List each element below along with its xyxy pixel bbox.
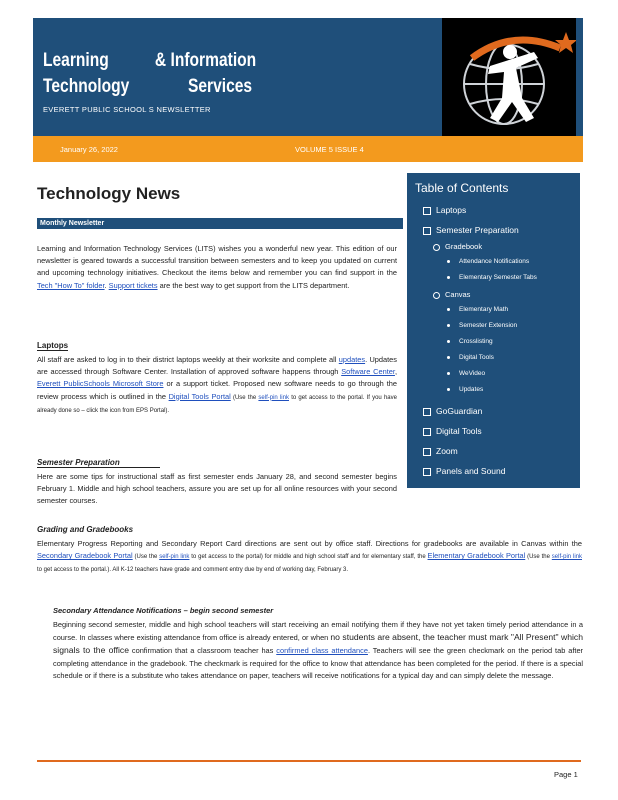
elementary-gradebook-portal-link[interactable]: Elementary Gradebook Portal <box>427 551 526 561</box>
toc-item-label: Canvas <box>445 290 471 299</box>
grading-paragraph: Elementary Progress Reporting and Secondary Report Card directions are sent out by office staff. Directions for gradebooks are available in Canvas within the Secondary Gradebook Portal (Use the self-pin link to get access to the portal) for middle and high school staff and for elementary staff, the Elementary Gradebook Portal (Use the self-pin link to get access to the portal.). All K-12 teachers have grade and comment entry due by end of working day, February 3. <box>37 539 582 574</box>
grading-heading: Grading and Gradebooks <box>37 525 134 534</box>
eps-microsoft-store-link[interactable]: Everett PublicSchools Microsoft Store <box>37 379 164 389</box>
software-center-link[interactable]: Software Center <box>341 367 395 377</box>
bullet-icon <box>447 308 450 311</box>
checkbox-icon <box>423 207 431 215</box>
bullet-icon <box>447 324 450 327</box>
intro-paragraph: Learning and Information Technology Services (LITS) wishes you a wonderful new year. This edition of our newsletter is geared towards a successful transition between semesters and to keep you updated on current and upcoming technology initiatives. Checkout the items below and remember you can find support in the Tech "How To" folder. Support tickets are the best way to get support from the LITS department. <box>37 244 397 290</box>
toc-item-label: Panels and Sound <box>436 466 506 476</box>
toc-item[interactable] <box>447 258 529 265</box>
toc-item-label: Zoom <box>436 446 458 456</box>
toc-item[interactable] <box>423 406 482 416</box>
lits-logo <box>442 18 576 136</box>
toc-item[interactable] <box>423 466 505 476</box>
bullet-icon <box>447 276 450 279</box>
checkbox-icon <box>423 448 431 456</box>
checkbox-icon <box>423 408 431 416</box>
issue-volume: VOLUME 5 ISSUE 4 <box>295 145 364 154</box>
toc-item-label: Attendance Notifications <box>459 258 530 265</box>
toc-item-label: GoGuardian <box>436 406 483 416</box>
self-pin-link[interactable]: self-pin link <box>258 394 289 401</box>
attendance-heading: Secondary Attendance Notifications – begin second semester <box>53 606 274 615</box>
issue-date: January 26, 2022 <box>60 145 118 154</box>
bullet-icon <box>447 388 450 391</box>
toc-item[interactable] <box>447 338 493 345</box>
globe-figure-icon <box>442 18 576 136</box>
toc-item[interactable] <box>447 274 537 281</box>
toc-item-label: Semester Extension <box>459 322 518 329</box>
toc-item[interactable] <box>447 354 494 361</box>
article-title: Technology News <box>37 184 181 203</box>
laptops-paragraph: All staff are asked to log in to their district laptops weekly at their worksite and complete all updates. Updates are accessed through Software Center. Installation of approved software happens through Software Center, Everett PublicSchools Microsoft Store or a support ticket. Proposed new software needs to go through the review process which is outlined in the Digital Tools Portal (Use the self-pin link to get access to the portal. If you have already done so – click the icon from EPS Portal). <box>37 355 398 414</box>
toc-item[interactable] <box>447 306 508 313</box>
digital-tools-portal-link[interactable]: Digital Tools Portal <box>168 391 231 401</box>
table-of-contents <box>407 173 580 488</box>
toc-item-label: Elementary Semester Tabs <box>459 274 537 281</box>
toc-item[interactable] <box>423 426 482 436</box>
bullet-icon <box>447 372 450 375</box>
toc-item[interactable] <box>423 225 519 235</box>
bullet-icon <box>447 356 450 359</box>
self-pin-link-elementary[interactable]: self-pin link <box>551 554 582 561</box>
toc-item-label: Digital Tools <box>459 354 494 361</box>
secondary-gradebook-portal-link[interactable]: Secondary Gradebook Portal <box>37 551 133 561</box>
toc-title: Table of Contents <box>415 181 509 195</box>
all-present-emphasis: no students are absent, the teacher must mark "All Present" which signals to the office <box>53 632 584 656</box>
toc-item-label: WeVideo <box>459 370 486 377</box>
toc-item-label: Laptops <box>436 205 467 215</box>
monthly-newsletter-bar: Monthly Newsletter <box>37 218 403 229</box>
toc-item[interactable] <box>433 290 470 299</box>
page-number: Page 1 <box>554 770 578 779</box>
circle-bullet-icon <box>433 292 440 299</box>
checkbox-icon <box>423 468 431 476</box>
laptops-heading: Laptops <box>37 341 69 350</box>
toc-item-label: Elementary Math <box>459 306 509 313</box>
toc-item[interactable] <box>447 370 485 377</box>
bullet-icon <box>447 340 450 343</box>
self-pin-link-secondary[interactable]: self-pin link <box>159 554 190 561</box>
newsletter-subtitle: EVERETT PUBLIC SCHOOL S NEWSLETTER <box>43 105 211 114</box>
attendance-paragraph: Beginning second semester, middle and high school teachers will start receiving an email notifying them if they have not yet taken timely period attendance in a course. In classes where existing attendance from office is already entered, or when no students are absent, the teacher must mark "All Present" which signals to the office confirmation that a classroom teacher has confirmed class attendance. Teachers will see the green checkmark on the period tab after completing attendance in the gradebook. The checkmark is required for the office to know that attendance has been completed for the period. If there is a special schedule or if there is a substitute who takes attendance on paper, teachers will receive notifications for a typical day and can simply delete the message. <box>53 620 584 680</box>
toc-item-label: Digital Tools <box>436 426 482 436</box>
toc-item[interactable] <box>423 205 466 215</box>
toc-item[interactable] <box>433 242 482 251</box>
toc-item-label: Crosslisting <box>459 338 493 345</box>
toc-item[interactable] <box>423 446 458 456</box>
newsletter-title: Learning & Information Technology Services <box>43 50 257 97</box>
circle-bullet-icon <box>433 244 440 251</box>
toc-item[interactable] <box>447 322 517 329</box>
semester-prep-paragraph: Here are some tips for instructional staff as first semester ends January 28, and second semester begins February 1. Middle and high school teachers, assure you are set up for all online resources with your second semester courses. <box>37 472 397 506</box>
toc-item[interactable] <box>447 386 483 393</box>
tech-how-to-link[interactable]: Tech "How To" folder <box>37 280 105 290</box>
footer-divider <box>37 760 581 762</box>
toc-item-label: Semester Preparation <box>436 225 519 235</box>
checkbox-icon <box>423 428 431 436</box>
toc-item-label: Gradebook <box>445 242 483 251</box>
confirmed-attendance-link[interactable]: confirmed class attendance <box>276 646 368 656</box>
toc-item-label: Updates <box>459 386 484 393</box>
bullet-icon <box>447 260 450 263</box>
semester-prep-heading: Semester Preparation <box>37 458 160 468</box>
support-tickets-link[interactable]: Support tickets <box>108 280 158 290</box>
checkbox-icon <box>423 227 431 235</box>
updates-link[interactable]: updates <box>338 355 366 364</box>
issue-bar <box>33 136 583 162</box>
